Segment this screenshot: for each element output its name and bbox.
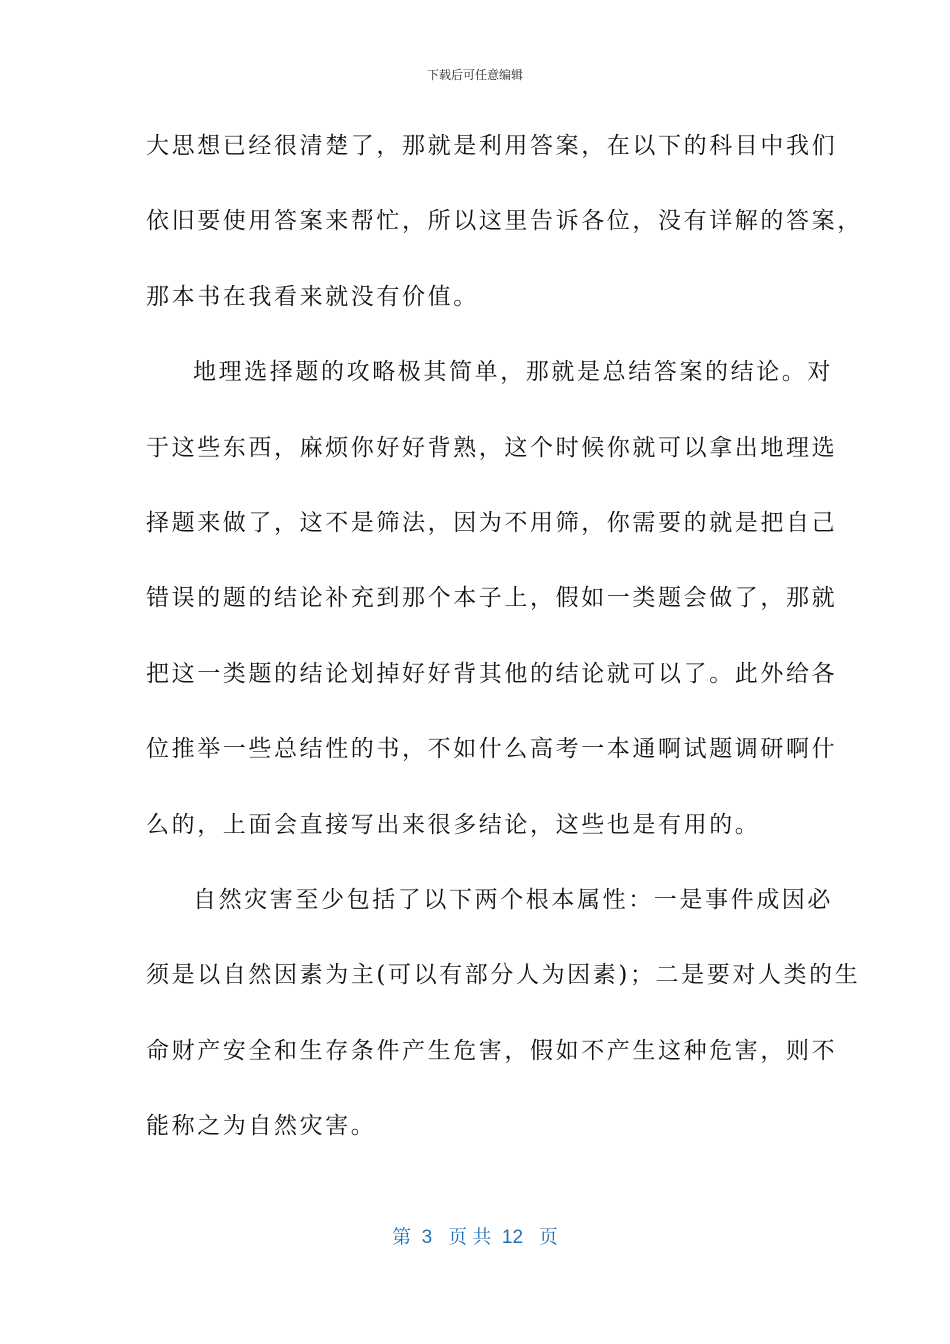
text-line: 能称之为自然灾害。 [146,1113,377,1140]
paragraph-1 [146,118,863,344]
text-line: 须是以自然因素为主(可以有部分人为因素)；二是要对人类的生 [146,962,861,989]
text-line: 依旧要使用答案来帮忙，所以这里告诉各位，没有详解的答案， [146,208,863,235]
text-line: 位推举一些总结性的书，不如什么高考一本通啊试题调研啊什 [146,736,838,763]
paragraph-3 [146,872,861,1174]
text-line: 地理选择题的攻略极其简单，那就是总结答案的结论。对 [193,359,833,386]
text-line: 那本书在我看来就没有价值。 [146,283,479,310]
text-line: 大思想已经很清楚了，那就是利用答案，在以下的科目中我们 [146,133,838,159]
paragraph-2 [146,344,838,872]
text-line: 于这些东西，麻烦你好好背熟，这个时候你就可以拿出地理选 [146,434,838,461]
text-line: 错误的题的结论补充到那个本子上，假如一类题会做了，那就 [146,585,838,612]
text-line: 自然灾害至少包括了以下两个根本属性：一是事件成因必 [193,886,833,913]
text-line: 把这一类题的结论划掉好好背其他的结论就可以了。此外给各 [146,660,838,687]
document-body [146,118,863,1173]
page-header: 下载后可任意编辑 [426,68,523,82]
text-line: 命财产安全和生存条件产生危害，假如不产生这种危害，则不 [146,1037,838,1064]
page-number-footer: 第 3 页 共 12 页 [392,1227,558,1248]
text-line: 择题来做了，这不是筛法，因为不用筛，你需要的就是把自己 [146,509,838,536]
text-line: 么的，上面会直接写出来很多结论，这些也是有用的。 [146,811,761,838]
